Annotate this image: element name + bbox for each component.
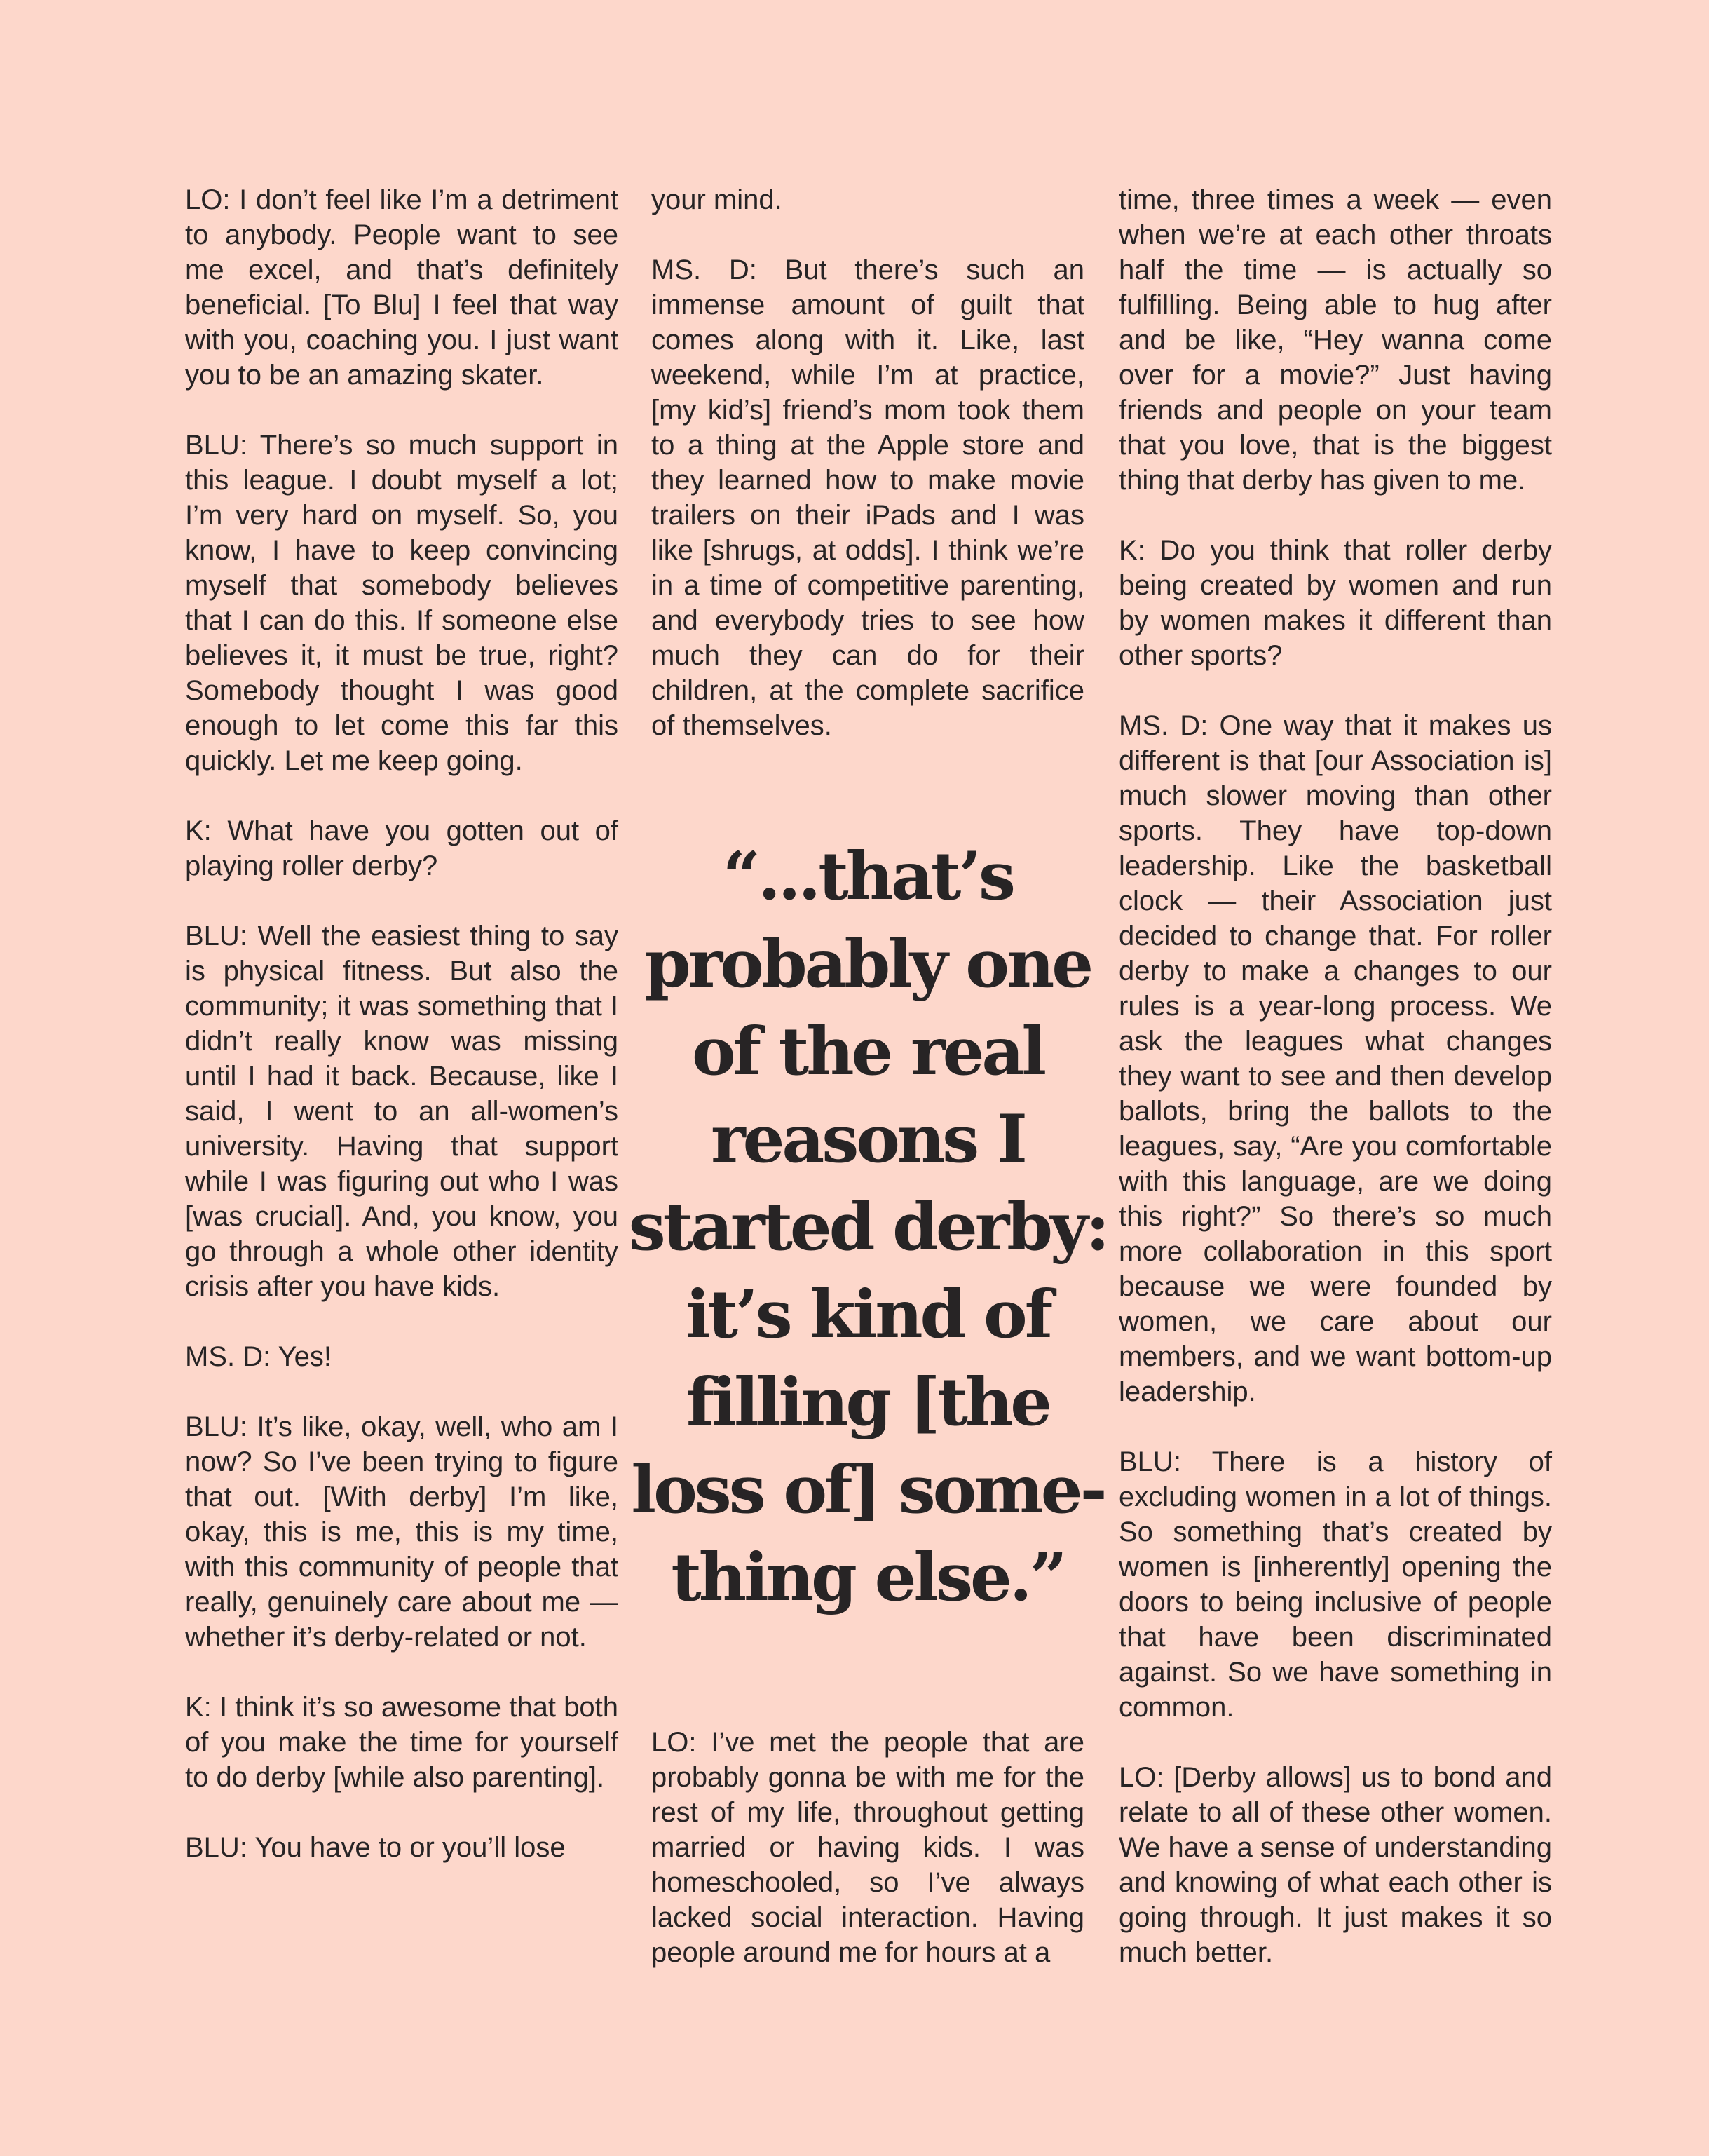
pull-quote-line: loss of] some-: [631, 1451, 1105, 1528]
pull-quote-line: “...that’s: [723, 837, 1013, 915]
pull-quote: [629, 833, 1108, 1622]
interview-paragraph: MS. D: Yes!: [185, 1341, 332, 1372]
interview-question: K: What have you gotten out of playing roller derby?: [185, 815, 618, 881]
article-column-middle-bottom: [651, 1725, 1084, 1970]
interview-paragraph: MS. D: But there’s such an immense amount of guilt that comes along with it. Like, last weekend, while I’m at practice, [my kid’s] friend’s mom took them to a thing at the Apple store and they learned how to make movie trailers on their iPads and I was like [shrugs, at odds]. I think we’re in a time of competitive parenting, and everybody tries to see how much they can do for their children, at the complete sacrifice of themselves.: [651, 255, 1084, 741]
pull-quote-line: thing else.”: [671, 1538, 1065, 1616]
article-column-left: [185, 182, 618, 1865]
interview-paragraph: MS. D: One way that it makes us different is that [our Association is] much slower moving than other sports. They have top-down leadership. Like the basketball clock — their Association just decided to change that. For roller derby to make a changes to our rules is a year-long process. We ask the leagues what changes they want to see and then develop ballots, bring the ballots to the leagues, say, “Are you comfortable with this language, are we doing this right?” So there’s so much more collaboration in this sport because we were founded by women, we care about our members, and we want bottom-up leadership.: [1119, 710, 1552, 1407]
pull-quote-block: [628, 827, 1108, 1627]
pull-quote-line: filling [the: [686, 1363, 1050, 1441]
interview-question: K: Do you think that roller derby being created by women and run by women makes it different than other sports?: [1119, 535, 1552, 671]
interview-paragraph: your mind.: [651, 184, 782, 215]
interview-paragraph: BLU: Well the easiest thing to say is physical fitness. But also the community; it was something that I didn’t really know was missing until I had it back. Because, like I said, I went to an all-women’s university. Having that support while I was figuring out who I was [was crucial]. And, you know, you go through a whole other identity crisis after you have kids.: [185, 921, 618, 1302]
pull-quote-line: probably one: [644, 925, 1091, 1003]
interview-paragraph: LO: [Derby allows] us to bond and relate to all of these other women. We have a sense of understanding and knowing of what each other is going through. It just makes it so much better.: [1119, 1762, 1552, 1968]
article-column-right: [1119, 182, 1552, 1970]
interview-question: K: I think it’s so awesome that both of you make the time for yourself to do derby [while also parenting].: [185, 1692, 618, 1793]
pull-quote-line: of the real: [691, 1012, 1044, 1090]
interview-paragraph: BLU: You have to or you’ll lose: [185, 1832, 566, 1863]
interview-paragraph: BLU: It’s like, okay, well, who am I now? So I’ve been trying to figure that out. [With derby] I’m like, okay, this is me, this is my time, with this community of people that really, genuinely care about me — whether it’s derby-related or not.: [185, 1411, 618, 1653]
pull-quote-line: reasons I: [711, 1100, 1025, 1178]
interview-paragraph: LO: I don’t feel like I’m a detriment to anybody. People want to see me excel, and that’s definitely beneficial. [To Blu] I feel that way with you, coaching you. I just want you to be an amazing skater.: [185, 184, 618, 391]
interview-paragraph: LO: I’ve met the people that are probably gonna be with me for the rest of my life, throughout getting married or having kids. I was homeschooled, so I’ve always lacked social interaction. Having people around me for hours at a: [651, 1727, 1084, 1968]
pull-quote-line: started derby:: [628, 1188, 1108, 1266]
interview-paragraph: BLU: There is a history of excluding women in a lot of things. So something that’s created by women is [inherently] opening the doors to being inclusive of people that have been discriminated against. So we have something in common.: [1119, 1446, 1552, 1723]
article-column-middle: [651, 182, 1084, 743]
interview-paragraph: time, three times a week — even when we’re at each other throats half the time — is actually so fulfilling. Being able to hug after and be like, “Hey wanna come over for a movie?” Just having friends and people on your team that you love, that is the biggest thing that derby has given to me.: [1119, 184, 1552, 496]
pull-quote-line: it’s kind of: [685, 1275, 1051, 1353]
interview-paragraph: BLU: There’s so much support in this league. I doubt myself a lot; I’m very hard on myself. So, you know, I have to keep convincing myself that somebody believes that I can do this. If someone else believes it, it must be true, right? Somebody thought I was good enough to let come this far this quickly. Let me keep going.: [185, 430, 618, 776]
